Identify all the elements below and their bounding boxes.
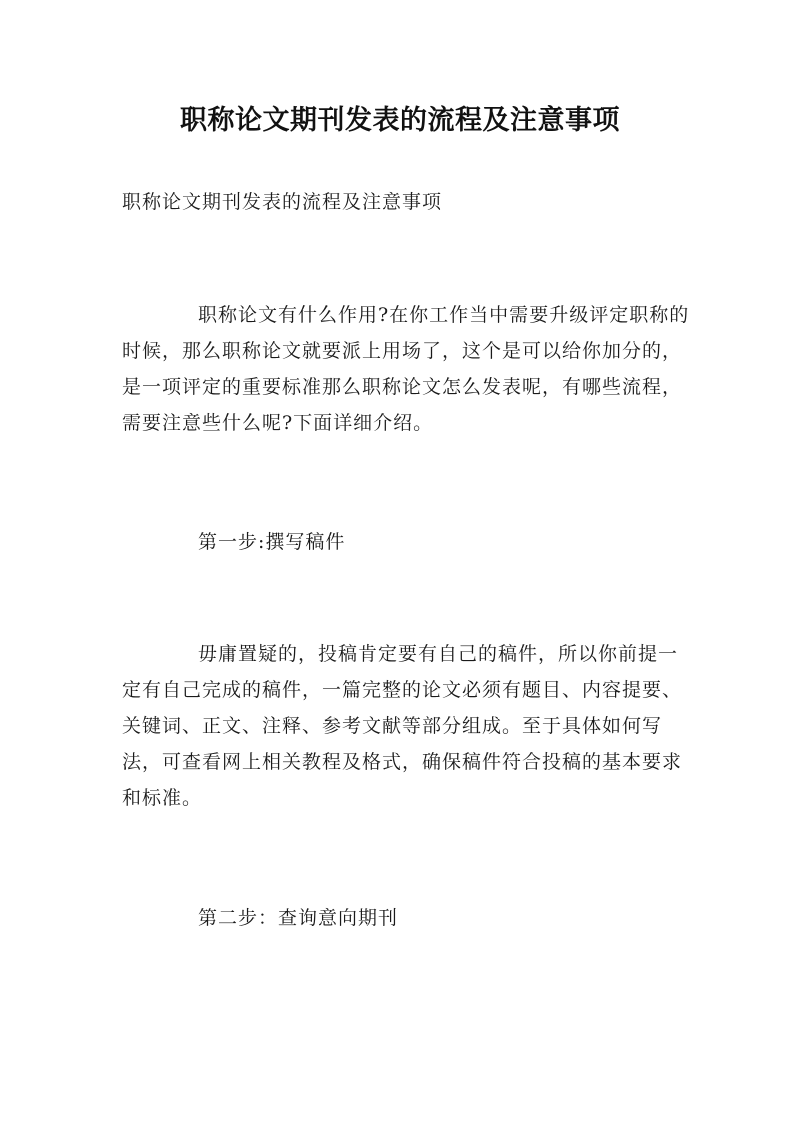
step1-heading: 第一步:撰写稿件 [198, 531, 346, 553]
step2-heading: 第二步：查询意向期刊 [198, 907, 399, 929]
document-subtitle: 职称论文期刊发表的流程及注意事项 [122, 191, 443, 213]
document-title: 职称论文期刊发表的流程及注意事项 [180, 105, 620, 136]
step1-paragraph [122, 636, 692, 816]
intro-text: 职称论文有什么作用?在你工作当中需要升级评定职称的时候，那么职称论文就要派上用场了，这个是可以给你加分的，是一项评定的重要标准那么职称论文怎么发表呢，有哪些流程，需要注意些什么呢?下面详细介绍。 [122, 304, 690, 434]
intro-paragraph [122, 297, 692, 441]
step1-text: 毋庸置疑的，投稿肯定要有自己的稿件，所以你前提一定有自己完成的稿件，一篇完整的论文必须有题目、内容提要、关键词、正文、注释、参考文献等部分组成。至于具体如何写法，可查看网上相关教程及格式，确保稿件符合投稿的基本要求和标准。 [122, 643, 683, 809]
